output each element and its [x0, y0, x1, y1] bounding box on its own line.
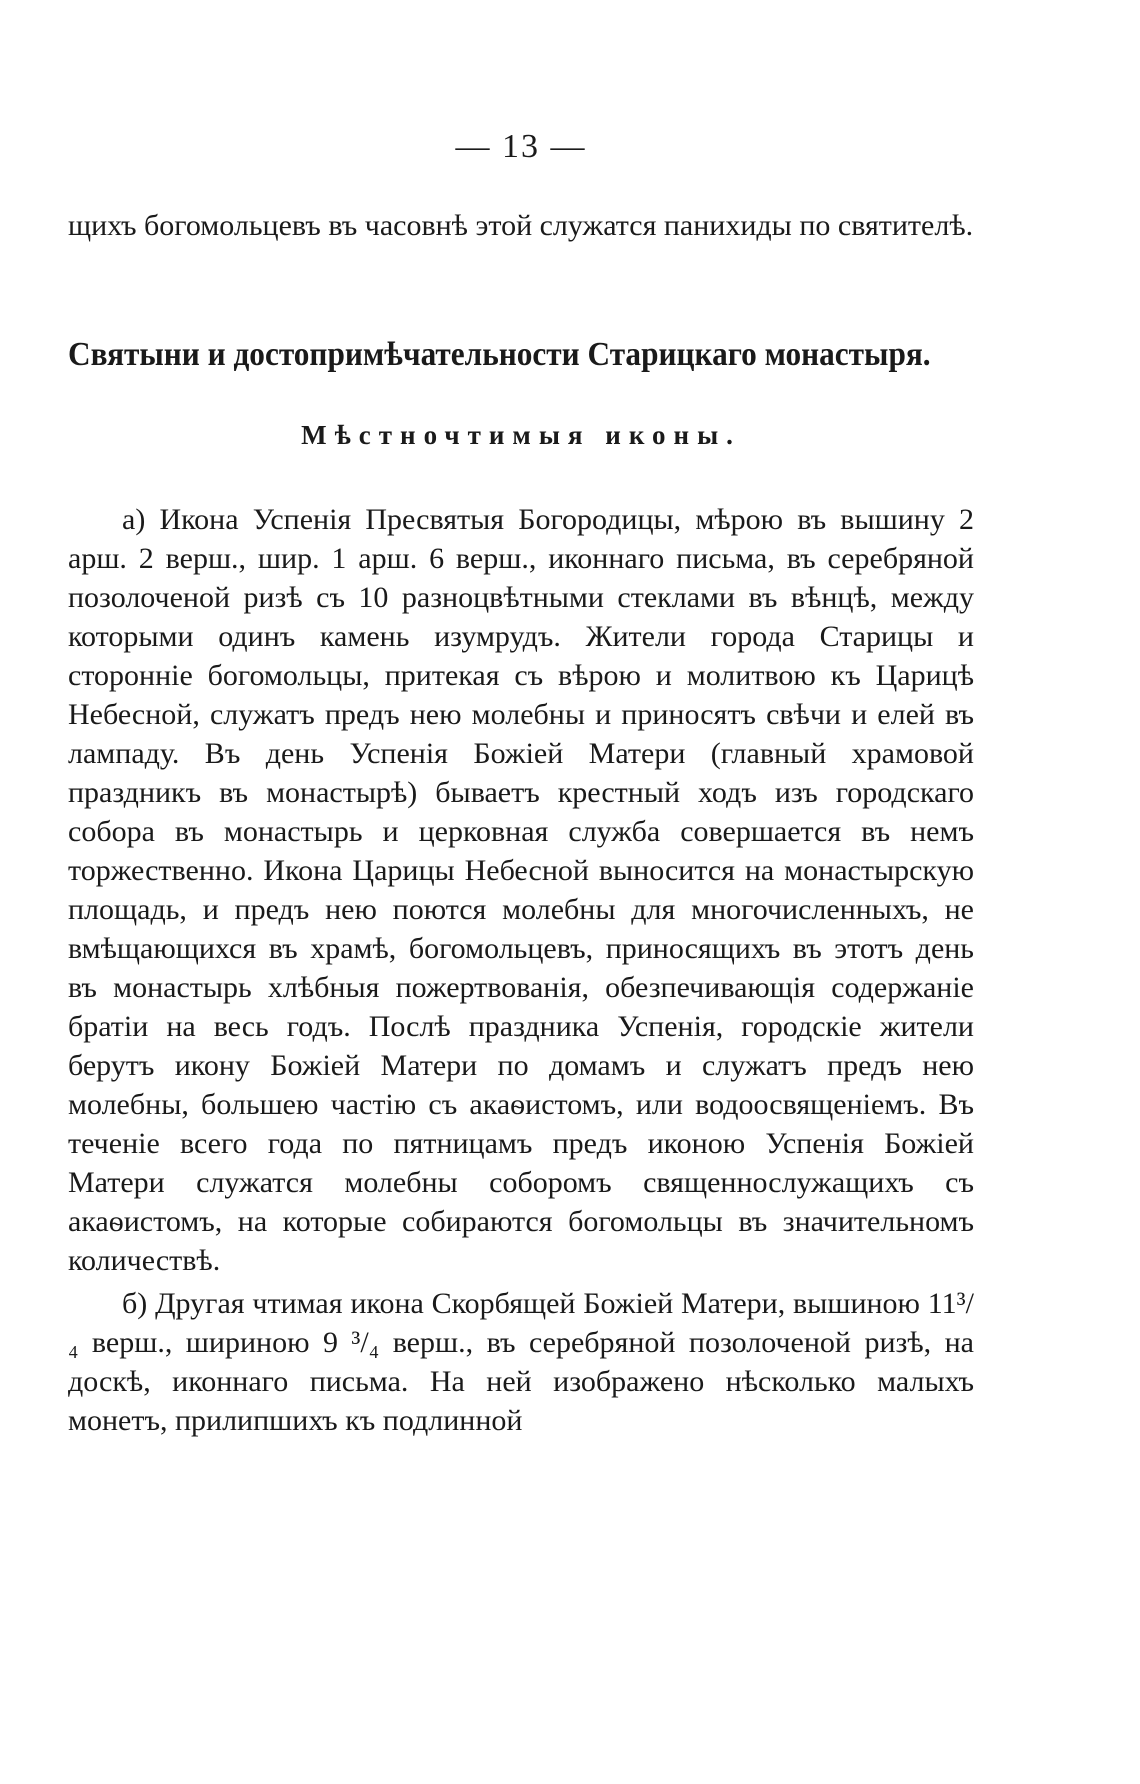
body-text: [68, 500, 974, 1440]
subtitle: Мѣстночтимыя иконы.: [301, 420, 741, 450]
paragraph-b: б) Другая чтимая икона Скорбящей Божіей Матери, вышиною 11³/₄ верш., шириною 9 ³/₄ верш., въ серебряной позолоченой ризѣ, на доскѣ, иконнаго письма. На ней изображено нѣсколько малыхъ монетъ, прилипшихъ къ подлинной: [68, 1287, 974, 1437]
intro-text: щихъ богомольцевъ въ часовнѣ этой служатся панихиды по святителѣ.: [68, 209, 974, 242]
intro-paragraph: [68, 206, 974, 245]
page-number: — 13 —: [455, 128, 587, 165]
document-page: [68, 0, 974, 1784]
section-title: Святыни и достопримѣчательности Старицкаго монастыря.: [68, 336, 931, 373]
paragraph-a: а) Икона Успенія Пресвятыя Богородицы, мѣрою въ вышину 2 арш. 2 верш., шир. 1 арш. 6 верш., иконнаго письма, въ серебряной позолоченой ризѣ съ 10 разноцвѣтными стеклами въ вѣнцѣ, между которыми одинъ камень изумрудъ. Жители города Старицы и сторонніе богомольцы, притекая съ вѣрою и молитвою къ Царицѣ Небесной, служатъ предъ нею молебны и приносятъ свѣчи и елей въ лампаду. Въ день Успенія Божіей Матери (главный храмовой праздникъ въ монастырѣ) бываетъ крестный ходъ изъ городскаго собора въ монастырь и церковная служба совершается въ немъ торжественно. Икона Царицы Небесной выносится на монастырскую площадь, и предъ нею поются молебны для многочисленныхъ, не вмѣщающихся въ храмѣ, богомольцевъ, приносящихъ въ этотъ день въ монастырь хлѣбныя пожертвованія, обезпечивающія содержаніе братіи на весь годъ. Послѣ праздника Успенія, городскіе жители берутъ икону Божіей Матери по домамъ и служатъ предъ нею молебны, большею частію съ акаѳистомъ, или водоосвященіемъ. Въ теченіе всего года по пятницамъ предъ иконою Успенія Божіей Матери служатся молебны соборомъ священнослужащихъ съ акаѳистомъ, на которые собираются богомольцы въ значительномъ количествѣ.: [68, 503, 974, 1277]
